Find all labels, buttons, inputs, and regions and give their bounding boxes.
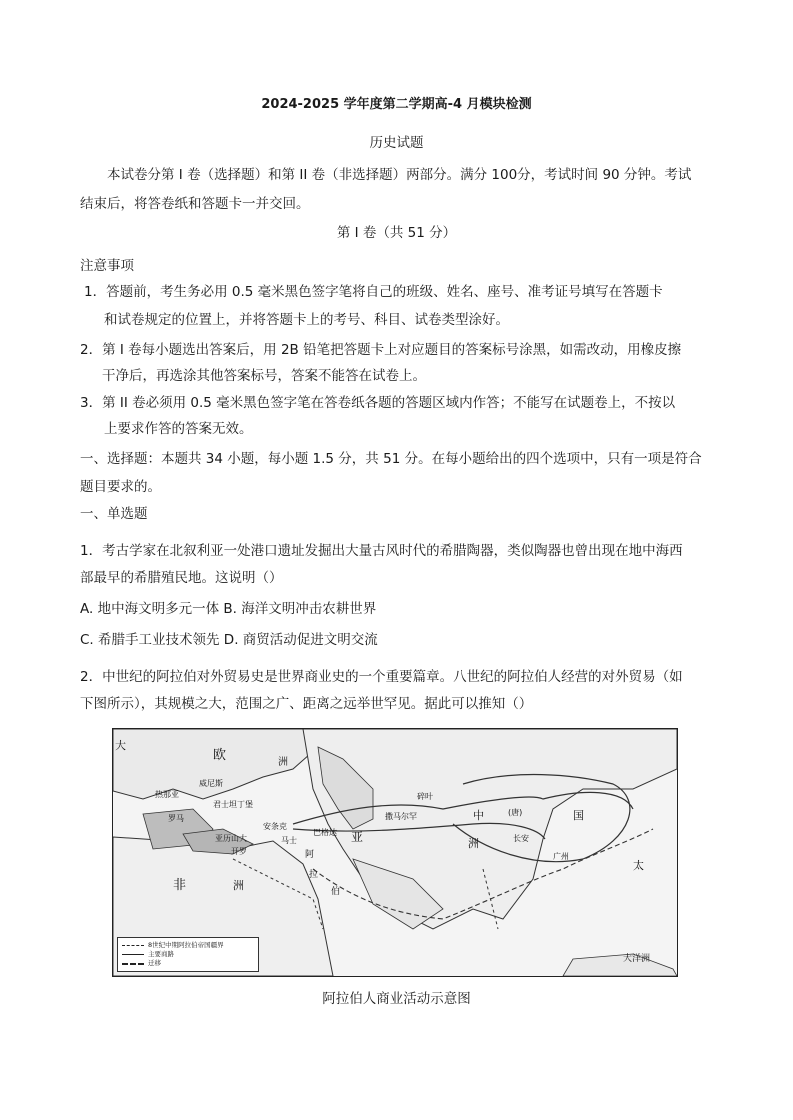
- label-constantinople: 君士坦丁堡: [213, 800, 253, 809]
- label-zhou: 洲: [468, 837, 479, 850]
- legend-label-migration: 迁移: [148, 959, 161, 967]
- notice-item-2-cont: 干净后，再选涂其他答案标号，答案不能答在试卷上。: [102, 368, 426, 384]
- label-suyab: 碎叶: [417, 792, 433, 801]
- label-cairo: 开罗: [231, 847, 247, 856]
- label-china-1: 中: [473, 809, 484, 822]
- q1-stem: 1．考古学家在北叙利亚一处港口遗址发掘出大量古风时代的希腊陶器，类似陶器也曾出现在地中海西: [80, 543, 683, 559]
- label-alexandria: 亚历山大: [215, 834, 247, 843]
- label-europe-1: 欧: [213, 748, 227, 763]
- label-africa-1: 非: [173, 878, 187, 893]
- q1-options-ab: A. 地中海文明多元一体 B. 海洋文明冲击农耕世界: [80, 601, 377, 617]
- intro-line-1: 本试卷分第 I 卷（选择题）和第 II 卷（非选择题）两部分。满分 100分，考试时间 90 分钟。考试: [107, 167, 692, 183]
- legend-row-route: [122, 950, 254, 959]
- arab-trade-map: [112, 728, 678, 977]
- q1-options-cd: C. 希腊手工业技术领先 D. 商贸活动促进文明交流: [80, 632, 378, 648]
- section1-subheading: 一、单选题: [80, 506, 148, 522]
- notice-heading: 注意事项: [80, 258, 134, 274]
- label-arabia-2: 拉: [309, 870, 319, 880]
- legend-swatch-migration: [122, 963, 144, 965]
- legend-label-route: 主要商路: [148, 950, 174, 958]
- notice-item-3-cont: 上要求作答的答案无效。: [104, 421, 253, 437]
- label-da: 大: [115, 739, 126, 752]
- notice-item-1: 1．答题前，考生务必用 0.5 毫米黑色签字笔将自己的班级、姓名、座号、准考证号填写在答题卡: [84, 284, 663, 300]
- label-samarkand: 撒马尔罕: [385, 812, 417, 821]
- label-baghdad: 巴格达: [313, 828, 337, 837]
- label-europe-2: 洲: [278, 757, 288, 768]
- legend-swatch-border: [122, 945, 144, 946]
- label-asia: 亚: [351, 830, 364, 844]
- label-venice: 威尼斯: [199, 779, 223, 788]
- label-arabia-1: 阿: [305, 850, 315, 860]
- q2-stem: 2．中世纪的阿拉伯对外贸易史是世界商业史的一个重要篇章。八世纪的阿拉伯人经营的对外贸易（如: [80, 669, 683, 685]
- label-guangzhou: 广州: [553, 852, 569, 861]
- label-africa-2: 洲: [233, 879, 244, 892]
- map-caption: 阿拉伯人商业活动示意图: [322, 991, 471, 1007]
- label-changan: 长安: [513, 834, 529, 843]
- map-legend: [117, 937, 259, 972]
- subject-title: 历史试题: [369, 135, 424, 151]
- notice-item-1-cont: 和试卷规定的位置上，并将答题卡上的考号、科目、试卷类型涂好。: [104, 312, 509, 328]
- section1-instructions-cont: 题目要求的。: [80, 479, 161, 495]
- oceania-landmass: [563, 954, 677, 976]
- label-china-3: 国: [573, 809, 584, 822]
- legend-row-border: [122, 941, 254, 950]
- part1-title: 第 I 卷（共 51 分）: [336, 225, 457, 241]
- label-pacific: 太: [633, 859, 644, 872]
- legend-row-migration: [122, 959, 254, 968]
- label-antioch: 安条克: [263, 822, 287, 831]
- notice-item-3: 3．第 II 卷必须用 0.5 毫米黑色签字笔在答卷纸各题的答题区域内作答；不能写在试题卷上，不按以: [80, 395, 676, 411]
- intro-line-2: 结束后，将答卷纸和答题卡一并交回。: [80, 196, 310, 212]
- legend-label-border: 8世纪中期阿拉伯帝国疆界: [148, 941, 224, 949]
- label-damascus: 马士: [281, 836, 297, 845]
- label-rome: 罗马: [168, 814, 184, 823]
- label-china-2: (唐): [508, 808, 523, 817]
- q1-stem-cont: 部最早的希腊殖民地。这说明（）: [80, 570, 283, 586]
- label-arabia-3: 伯: [331, 887, 341, 897]
- exam-title: 2024-2025 学年度第二学期高-4 月模块检测: [261, 97, 532, 112]
- section1-instructions: 一、选择题：本题共 34 小题，每小题 1.5 分，共 51 分。在每小题给出的四个选项中，只有一项是符合: [80, 451, 702, 467]
- q2-stem-cont: 下图所示），其规模之大，范围之广、距离之远举世罕见。据此可以推知（）: [80, 696, 533, 712]
- legend-swatch-route: [122, 954, 144, 955]
- notice-item-2: 2．第 I 卷每小题选出答案后，用 2B 铅笔把答题卡上对应题目的答案标号涂黑，如需改动，用橡皮擦: [80, 342, 682, 358]
- label-oceania: 大洋洲: [623, 954, 651, 964]
- label-genoa: 热那亚: [155, 790, 179, 799]
